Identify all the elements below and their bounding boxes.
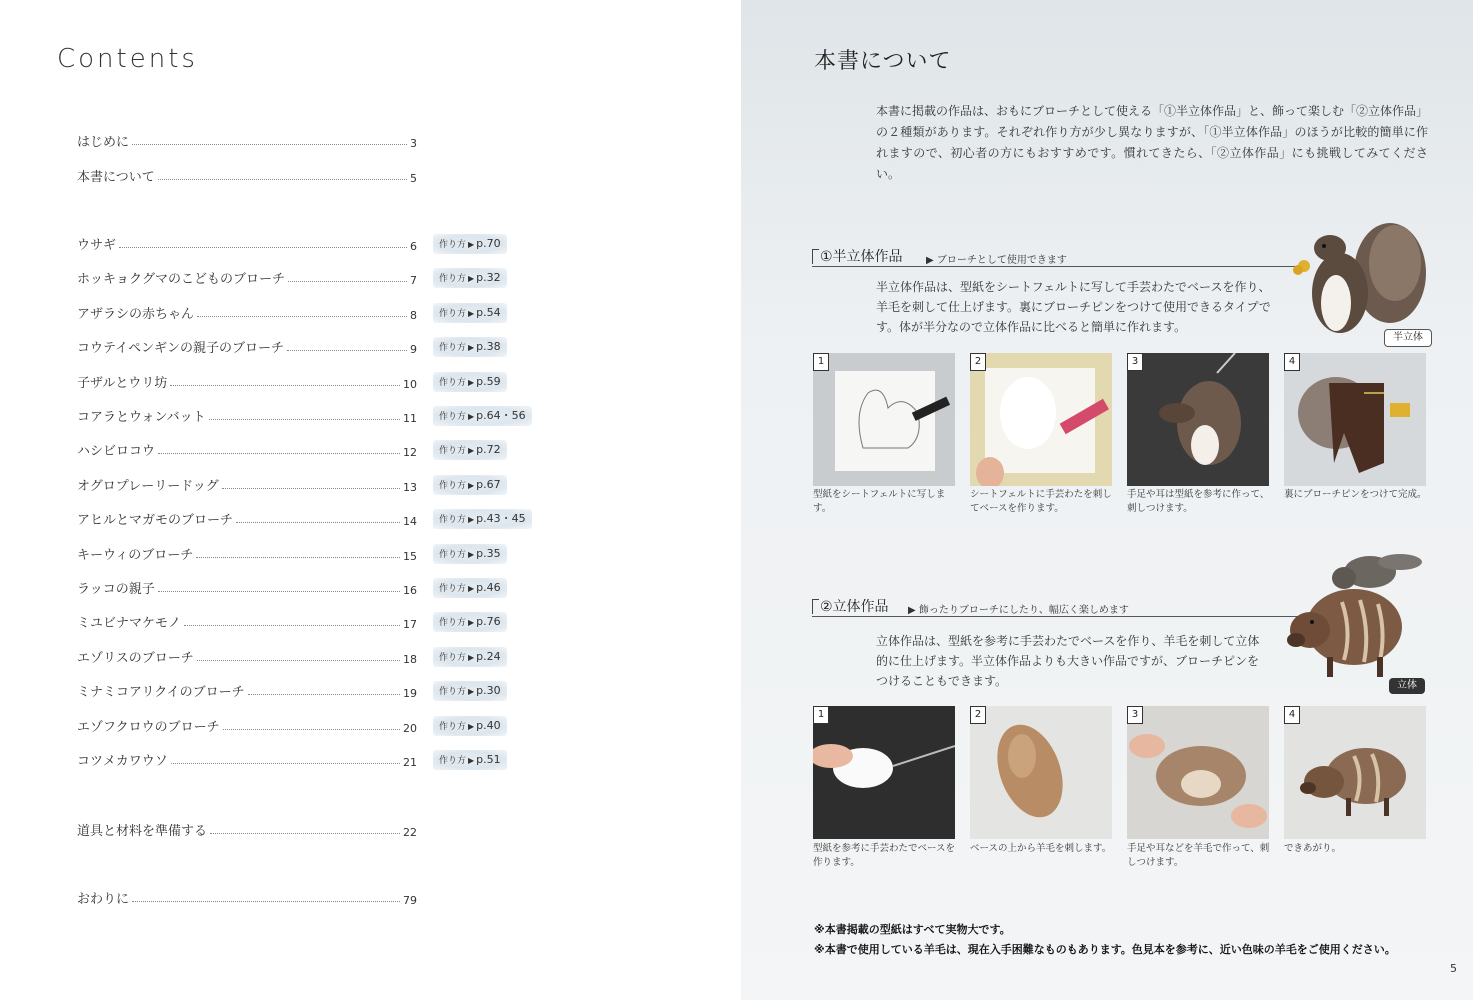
- step-number: 2: [970, 706, 986, 724]
- recipe-page: p.46: [476, 581, 501, 594]
- toc-page-number: 3: [410, 137, 417, 150]
- recipe-prefix: 作り方: [439, 687, 467, 698]
- toc-entry[interactable]: [77, 715, 417, 735]
- arrow-right-icon: ▶: [468, 274, 475, 284]
- toc-page-number: 18: [403, 652, 417, 666]
- recipe-page-tag[interactable]: [433, 509, 532, 529]
- half-3d-badge: 半立体: [1384, 329, 1432, 347]
- step-illustration: [970, 353, 1112, 486]
- toc-leader-dots: [222, 488, 400, 489]
- toc-page-number: 6: [410, 240, 417, 253]
- toc-entry-label: キーウィのブローチ: [77, 547, 194, 563]
- toc-leader-dots: [223, 729, 400, 730]
- arrow-right-icon: ▶: [468, 343, 475, 353]
- toc-page-number: 79: [403, 894, 417, 907]
- recipe-page-tag[interactable]: [433, 268, 507, 288]
- arrow-right-icon: ▶: [468, 652, 475, 662]
- recipe-prefix: 作り方: [439, 549, 467, 560]
- arrow-right-icon: ▶: [468, 412, 475, 421]
- toc-entry[interactable]: [77, 819, 417, 839]
- recipe-prefix: 作り方: [439, 240, 467, 250]
- toc-entry-label: コウテイペンギンの親子のブローチ: [77, 341, 284, 357]
- recipe-page: p.51: [476, 753, 501, 766]
- toc-entry[interactable]: [77, 165, 417, 185]
- toc-entry[interactable]: [77, 267, 417, 287]
- toc-leader-dots: [170, 385, 400, 386]
- toc-entry[interactable]: [77, 336, 417, 356]
- toc-entry[interactable]: [77, 611, 417, 631]
- step-photo: [1284, 353, 1426, 486]
- toc-entry[interactable]: [77, 130, 417, 150]
- toc-page-number: 21: [403, 756, 417, 769]
- step-photo: [813, 353, 955, 486]
- step-photo: [970, 353, 1112, 486]
- toc-leader-dots: [184, 625, 400, 626]
- step-caption: できあがり。: [1284, 843, 1342, 854]
- step-caption: シートフェルトに手芸わたを刺してベースを作ります。: [970, 489, 1112, 514]
- toc-entry-label: ウサギ: [77, 238, 117, 253]
- recipe-page-tag[interactable]: [433, 303, 507, 323]
- recipe-page: p.40: [476, 718, 501, 732]
- step-illustration: [1284, 706, 1426, 839]
- recipe-page: p.35: [476, 546, 501, 560]
- toc-leader-dots: [209, 419, 400, 420]
- toc-page-number: 19: [403, 687, 417, 701]
- toc-entry-label: はじめに: [77, 135, 130, 150]
- step-number: 2: [970, 353, 986, 371]
- recipe-page-tag[interactable]: [433, 440, 507, 460]
- section-bracket: [812, 249, 819, 264]
- step-photo: [970, 706, 1112, 839]
- toc-leader-dots: [132, 901, 400, 902]
- step-caption: 手足や耳などを羊毛で作って、刺しつけます。: [1127, 843, 1270, 868]
- 3d-badge: 立体: [1389, 678, 1425, 694]
- recipe-prefix: 作り方: [439, 308, 467, 319]
- recipe-page-tag[interactable]: [433, 234, 507, 254]
- recipe-prefix: 作り方: [439, 618, 467, 629]
- toc-entry-label: ラッコの親子: [77, 582, 155, 597]
- toc-entry[interactable]: [77, 749, 417, 769]
- recipe-page-tag[interactable]: [433, 372, 507, 392]
- toc-entry-label: エゾリスのブローチ: [77, 650, 194, 666]
- arrow-right-icon: ▶: [468, 687, 475, 697]
- recipe-page-tag[interactable]: [433, 647, 507, 667]
- toc-entry[interactable]: [77, 543, 417, 563]
- recipe-page-tag[interactable]: [433, 337, 507, 357]
- toc-leader-dots: [197, 316, 407, 317]
- section2-subtitle: ▶ 飾ったりブローチにしたり、幅広く楽しめます: [908, 605, 1129, 616]
- recipe-prefix: 作り方: [439, 412, 467, 422]
- toc-leader-dots: [288, 281, 407, 282]
- toc-page-number: 13: [403, 480, 417, 494]
- toc-entry-label: コアラとウォンバット: [77, 410, 206, 425]
- intro-paragraph: 本書に掲載の作品は、おもにブローチとして使える「①半立体作品」と、飾って楽しむ「②立体作品」の２種類があります。それぞれ作り方が少し異なりますが、「①半立体作品」のほうが比較的簡単に作れますので、初心者の方にもおすすめです。慣れてきたら、「②立体作品」にも挑戦してみてください。: [876, 104, 1429, 181]
- step-number: 4: [1284, 353, 1300, 371]
- toc-page-number: 15: [403, 549, 417, 563]
- toc-entry[interactable]: [77, 577, 417, 597]
- toc-page-number: 12: [403, 446, 417, 460]
- toc-leader-dots: [287, 350, 407, 351]
- page-number: 5: [1450, 962, 1457, 975]
- recipe-prefix: 作り方: [439, 343, 467, 354]
- toc-page-number: 8: [410, 308, 417, 322]
- arrow-right-icon: ▶: [468, 584, 475, 593]
- toc-leader-dots: [248, 694, 400, 695]
- toc-leader-dots: [171, 763, 400, 764]
- toc-page-number: 9: [410, 343, 417, 357]
- toc-entry[interactable]: [77, 371, 417, 391]
- toc-leader-dots: [196, 557, 400, 558]
- note-1: ※本書掲載の型紙はすべて実物大です。: [814, 923, 1011, 936]
- arrow-right-icon: ▶: [468, 756, 475, 765]
- step-illustration: [813, 706, 955, 839]
- toc-entry[interactable]: [77, 680, 417, 700]
- step-photo: [1284, 706, 1426, 839]
- toc-leader-dots: [119, 247, 407, 248]
- contents-title: Contents: [57, 44, 198, 74]
- recipe-page: p.32: [476, 271, 501, 285]
- boar-figure-photo: [1282, 542, 1432, 692]
- toc-entry-label: 道具と材料を準備する: [77, 824, 208, 839]
- arrow-right-icon: ▶: [468, 480, 475, 490]
- toc-entry-label: ミナミコアリクイのブローチ: [77, 685, 245, 701]
- step-illustration: [1127, 706, 1269, 839]
- recipe-prefix: 作り方: [439, 756, 467, 766]
- section1-subtitle: ▶ ブローチとして使用できます: [926, 255, 1067, 266]
- section1-description: 半立体作品は、型紙をシートフェルトに写して手芸わたでベースを作り、羊毛を刺して仕上げます。裏にブローチピンをつけて使用できるタイプです。体が半分なので立体作品に比べると簡単に作れます。: [876, 280, 1271, 334]
- step-number: 4: [1284, 706, 1300, 724]
- step-illustration: [1127, 353, 1269, 486]
- toc-entry-label: アザラシの赤ちゃん: [77, 306, 195, 322]
- recipe-prefix: 作り方: [439, 446, 467, 457]
- toc-entry[interactable]: [77, 646, 417, 666]
- recipe-prefix: 作り方: [439, 584, 467, 594]
- toc-entry-label: コツメカワウソ: [77, 754, 168, 769]
- arrow-right-icon: ▶: [468, 721, 475, 731]
- recipe-prefix: 作り方: [439, 274, 467, 285]
- toc-entry[interactable]: [77, 233, 417, 253]
- toc-entry-label: ハシビロコウ: [77, 444, 156, 460]
- recipe-page: p.70: [476, 237, 501, 250]
- toc-entry[interactable]: [77, 474, 417, 494]
- arrow-right-icon: ▶: [468, 308, 475, 318]
- arrow-right-icon: ▶: [468, 549, 475, 559]
- toc-entry-label: エゾフクロウのブローチ: [77, 719, 220, 735]
- toc-entry[interactable]: [77, 508, 417, 528]
- toc-page-number: 10: [403, 377, 417, 391]
- section2-title: ②立体作品: [820, 599, 889, 615]
- toc-leader-dots: [210, 833, 400, 834]
- step-photo: [1127, 706, 1269, 839]
- toc-leader-dots: [158, 591, 400, 592]
- recipe-prefix: 作り方: [439, 515, 467, 526]
- step-number: 3: [1127, 706, 1143, 724]
- recipe-page: p.64・56: [476, 409, 526, 422]
- toc-page-number: 14: [403, 515, 417, 529]
- toc-entry-label: 本書について: [77, 169, 155, 185]
- recipe-page: p.59: [476, 374, 501, 388]
- toc-entry[interactable]: [77, 887, 417, 907]
- toc-leader-dots: [158, 179, 407, 180]
- recipe-prefix: 作り方: [439, 721, 467, 732]
- toc-entry-label: アヒルとマガモのブローチ: [77, 513, 234, 529]
- recipe-page-tag[interactable]: [433, 681, 507, 701]
- step-caption: 手足や耳は型紙を参考に作って、刺しつけます。: [1127, 489, 1270, 514]
- toc-entry-label: オグロプレーリードッグ: [77, 478, 219, 494]
- recipe-page: p.54: [476, 305, 501, 319]
- toc-page-number: 17: [403, 618, 417, 632]
- section2-description: 立体作品は、型紙を参考に手芸わたでベースを作り、羊毛を刺して立体的に仕上げます。半立体作品よりも大きい作品ですが、ブローチピンをつけることもできます。: [876, 634, 1260, 688]
- recipe-page-tag[interactable]: [433, 406, 532, 426]
- toc-page-number: 11: [403, 412, 417, 425]
- toc-entry-label: 子ザルとウリ坊: [77, 375, 168, 391]
- toc-entry-label: ミユビナマケモノ: [77, 616, 181, 632]
- toc-page-number: 7: [410, 274, 417, 288]
- squirrel-brooch-photo: [1290, 218, 1430, 338]
- step-number: 1: [813, 706, 829, 724]
- recipe-page: p.24: [476, 649, 501, 663]
- arrow-right-icon: ▶: [468, 377, 475, 387]
- step-number: 3: [1127, 353, 1143, 371]
- section-rule: [812, 616, 1300, 617]
- recipe-page-tag[interactable]: [433, 716, 507, 736]
- step-photo: [813, 706, 955, 839]
- step-caption: ベースの上から羊毛を刺します。: [970, 843, 1112, 854]
- step-number: 1: [813, 353, 829, 371]
- step-caption: 裏にブローチピンをつけて完成。: [1284, 489, 1427, 500]
- toc-entry[interactable]: [77, 302, 417, 322]
- toc-entry-label: おわりに: [77, 892, 130, 907]
- recipe-page-tag[interactable]: [433, 578, 507, 598]
- arrow-right-icon: ▶: [468, 618, 475, 628]
- recipe-page: p.43・45: [476, 512, 526, 526]
- recipe-page: p.38: [476, 340, 501, 354]
- toc-page-number: 20: [403, 721, 417, 735]
- toc-leader-dots: [132, 144, 407, 145]
- recipe-prefix: 作り方: [439, 377, 467, 388]
- toc-entry[interactable]: [77, 439, 417, 459]
- toc-entry[interactable]: [77, 405, 417, 425]
- page-title: 本書について: [814, 49, 952, 74]
- toc-page-number: 22: [403, 826, 417, 839]
- recipe-page: p.67: [476, 477, 501, 491]
- toc-leader-dots: [158, 453, 400, 454]
- toc-page-number: 5: [410, 171, 417, 185]
- step-caption: 型紙を参考に手芸わたでベースを作ります。: [813, 843, 956, 868]
- arrow-right-icon: ▶: [468, 240, 475, 249]
- recipe-page: p.76: [476, 615, 501, 629]
- arrow-right-icon: ▶: [468, 446, 475, 456]
- recipe-page: p.30: [476, 684, 501, 698]
- toc-entry-label: ホッキョクグマのこどものブローチ: [77, 272, 286, 288]
- toc-leader-dots: [236, 522, 400, 523]
- section-bracket: [812, 599, 819, 614]
- note-2: ※本書で使用している羊毛は、現在入手困難なものもあります。色見本を参考に、近い色味の羊毛をご使用ください。: [814, 943, 1396, 956]
- recipe-prefix: 作り方: [439, 480, 467, 491]
- step-illustration: [1284, 353, 1426, 486]
- recipe-page-tag[interactable]: [433, 612, 507, 632]
- recipe-prefix: 作り方: [439, 652, 467, 663]
- recipe-page-tag[interactable]: [433, 475, 507, 495]
- toc-page-number: 16: [403, 584, 417, 597]
- arrow-right-icon: ▶: [468, 515, 475, 525]
- recipe-page-tag[interactable]: [433, 750, 507, 770]
- step-photo: [1127, 353, 1269, 486]
- recipe-page: p.72: [476, 443, 501, 457]
- step-illustration: [970, 706, 1112, 839]
- recipe-page-tag[interactable]: [433, 544, 507, 564]
- section1-title: ①半立体作品: [820, 249, 903, 265]
- step-illustration: [813, 353, 955, 486]
- step-caption: 型紙をシートフェルトに写します。: [813, 489, 946, 514]
- section-rule: [812, 266, 1300, 267]
- toc-leader-dots: [197, 660, 400, 661]
